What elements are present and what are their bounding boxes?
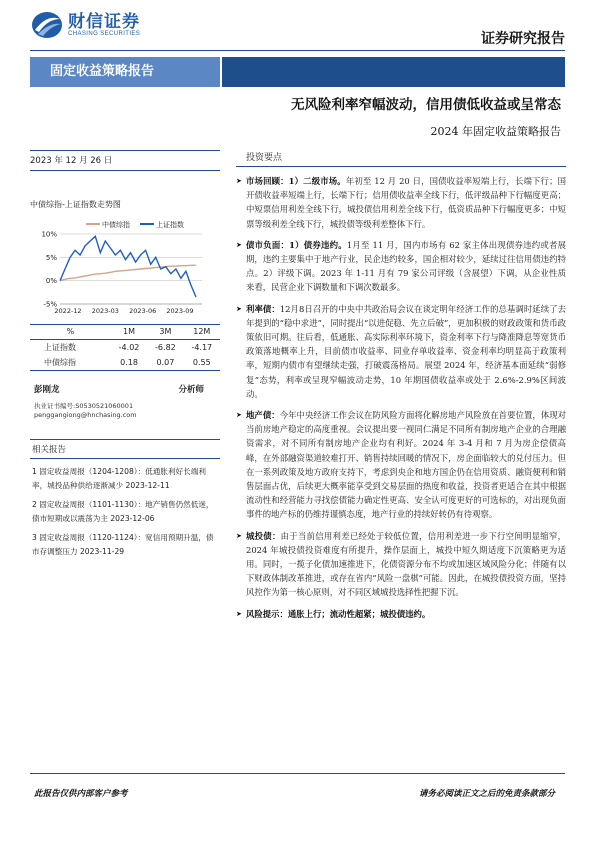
- table-cell: 0.18: [111, 355, 147, 371]
- highlight-market-review: [236, 174, 566, 231]
- chart-legend: [86, 220, 184, 229]
- report-type: 证券研究报告: [481, 31, 565, 47]
- series-line-bond-index: [60, 265, 196, 280]
- performance-header-row: [30, 325, 220, 340]
- logo-english-name: CHASING SECURITIES: [68, 31, 141, 37]
- x-axis: [54, 304, 202, 315]
- chart-lines: [60, 236, 196, 297]
- highlight-lead: 债市负面：1）债券违约。: [246, 239, 347, 250]
- related-reports-title: 相关报告: [30, 439, 220, 459]
- report-category-banner: 固定收益策略报告: [30, 57, 220, 87]
- arrow-bullet-icon: ➤: [236, 411, 242, 420]
- analyst-certificate: 执业证书编号:S0530521060001: [34, 402, 134, 410]
- analyst-email[interactable]: penggangiong@hnchasing.com: [34, 411, 137, 419]
- related-report-link[interactable]: 3 固定收益周报（1120-1124）：宽信用预期升温，债市存调整压力 2023-11-29: [32, 533, 214, 556]
- x-tick-label: 2023-03: [91, 307, 119, 315]
- highlight-text: 1月至 11 月，国内市场有 62 家主体出现债券违约或者展期，违约主要集中于地产行业，民企违约较多，国企相对较少，延续过往信用债违约特点。2）评级下调。2023 年 1-11 月有 79 家公司评级（含展望）下调，从企业性质来看，民营企业下调数量和下调次数最多。: [246, 239, 567, 293]
- report-subtitle: 2024 年固定收益策略报告: [430, 125, 561, 138]
- highlight-property-bonds: [236, 408, 566, 522]
- arrow-bullet-icon: ➤: [236, 304, 242, 313]
- x-tick-label: 2022-12: [54, 307, 82, 315]
- footer-divider: [30, 773, 565, 774]
- logo-emblem-icon: [30, 10, 64, 40]
- investment-highlights: [236, 150, 566, 621]
- chart-caption: 中债综指-上证指数走势图: [30, 200, 121, 209]
- table-cell: 0.07: [147, 355, 183, 371]
- table-cell: 中债综指: [30, 355, 111, 371]
- highlight-lgfv-bonds: [236, 529, 566, 600]
- table-cell: -4.17: [191, 343, 213, 352]
- table-header: %: [30, 325, 111, 340]
- banner-bar: [222, 57, 565, 87]
- performance-table: [30, 324, 220, 371]
- table-cell: 上证指数: [44, 343, 76, 352]
- report-title: 无风险利率窄幅波动，信用债低收益或呈常态: [291, 97, 561, 113]
- highlight-lead: 城投债：: [246, 530, 281, 541]
- arrow-bullet-icon: ➤: [236, 177, 242, 185]
- highlight-lead: 利率债：: [246, 303, 280, 314]
- y-axis: [41, 231, 57, 309]
- highlight-text: 今年中央经济工作会议在防风险方面将化解房地产风险放在首要位置，体现对当前房地产稳定的高度重视。会议提出要一视同仁满足不同所有制房地产企业的合理融资需求，对不同所有制房地产企业均有利好。2024 年 3-4 月和 7 月为房企偿债高峰，在外部融资渠道较难打开、销售持续回暖的情况下，房企面临较大的兑付压力。但在一系列政策及地方政府支持下，考虑到央企和地方国企仍在信用资质、融资便利和销售层面占优，后续更大概率能享受到交易层面的热度和收益，投资者更适合在其中根据流动性和经营能力寻找偿债能力确定性更高、安全认可度更好的可选标的，对出现负面事件的地产标的仍维持谨慎态度，地产行业的持续好转仍有待观察。: [246, 410, 567, 520]
- table-cell: -6.82: [155, 343, 176, 352]
- related-report-link[interactable]: 2 固定收益周报（1101-1130）：地产销售仍然低迷，债市短期或以震荡为主 2023-12-06: [32, 500, 214, 523]
- arrow-bullet-icon: ➤: [236, 531, 242, 540]
- highlight-risk-warning: [236, 607, 566, 621]
- y-tick-label: 0%: [45, 277, 57, 286]
- legend-label-sse: 上证指数: [156, 221, 184, 229]
- table-row: [30, 340, 220, 356]
- highlight-lead: 地产债：: [246, 410, 280, 421]
- highlight-lead: 风险提示：: [246, 608, 288, 619]
- highlight-text: 由于当前信用利差已经处于较低位置，信用利差进一步下行空间明显缩窄，2024 年城投债投资难度有所提升，操作层面上，城投中短久期适度下沉策略更为适用。同时，一揽子化债加速推进下，化债资源分布不均或加速区域风险分化；伴随有以下财政体制改革推进，或存在省内“风险一盘棋”可能。因此，在城投债投资方面，坚持风控作为第一核心原则，对不同区域城投选择性把握下沉。: [246, 530, 566, 598]
- table-header: 12M: [184, 325, 220, 340]
- header-divider: [30, 50, 565, 51]
- table-cell: -4.02: [118, 343, 140, 352]
- table-row: [30, 355, 220, 371]
- section-heading: 投资要点: [236, 150, 566, 167]
- trend-chart: [30, 216, 220, 316]
- report-date: 2023 年 12 月 26 日: [30, 150, 220, 171]
- analyst-role: 分析师: [178, 385, 204, 395]
- x-tick-label: 2023-09: [166, 307, 194, 315]
- highlight-text: 通胀上行；流动性超紧；城投债违约。: [287, 608, 431, 619]
- legend-label-bond: 中债综指: [102, 221, 130, 229]
- highlight-lead: 市场回顾：1）二级市场。: [246, 176, 346, 186]
- y-tick-label: -5%: [43, 300, 57, 309]
- highlight-negative-events: [236, 238, 566, 295]
- highlight-text: 12月8日召开的中央中共政治局会议在谈定明年经济工作的总基调时延续了去年提到的“稳中求进”，同时提出“以进促稳、先立后破”，更加积极的财政政策和货币政策依旧可期。往后看，低通胀、高实际利率环境下，资金利率下行与降准降息等宽货币政策落地概率上升，目前债市收益率、同业存单收益率、资金利率均明显高于政策利率，短期内债市有望继续走强，打破震荡格局。展望 2024 年，经济基本面延续“弱修复”态势，利率或呈现窄幅波动走势，10 年期国债收益率或处于 2.6%-2.9%区间波动。: [246, 303, 567, 399]
- table-cell: 0.55: [184, 355, 220, 371]
- arrow-bullet-icon: ➤: [236, 609, 242, 618]
- highlight-rate-bonds: [236, 302, 566, 401]
- table-header: 1M: [111, 325, 147, 340]
- company-logo: [30, 10, 140, 40]
- analyst-name: 彭刚龙: [34, 385, 60, 395]
- arrow-bullet-icon: ➤: [236, 240, 242, 249]
- footer-disclaimer: 请务必阅读正文之后的免责条款部分: [418, 789, 555, 799]
- logo-chinese-name: 财信证券: [68, 12, 140, 32]
- chart-grid: [60, 234, 202, 304]
- analyst-block: [30, 383, 220, 395]
- related-report-link[interactable]: 1 固定收益周报（1204-1208）：低通胀利好长端利率，城投品种供给逐渐减少 2023-12-11: [32, 467, 206, 490]
- y-tick-label: 5%: [45, 253, 57, 262]
- footer-notice: 此报告仅供内部客户参考: [34, 789, 128, 799]
- left-sidebar: [30, 150, 220, 558]
- y-tick-label: 10%: [41, 230, 57, 239]
- highlight-text: 年初至 12 月 20 日，国债收益率短端上行，长端下行；国开债收益率短端上行，长端下行；信用债收益率全线下行，低评级品种下行幅度更高；中短票信用利差全线下行，城投债信用利差全线下行，低资质品种下行幅度更多；中短票等级利差全线下行，城投债等级利差整体下行。: [246, 176, 566, 229]
- x-tick-label: 2023-06: [129, 307, 157, 315]
- table-header: 3M: [147, 325, 183, 340]
